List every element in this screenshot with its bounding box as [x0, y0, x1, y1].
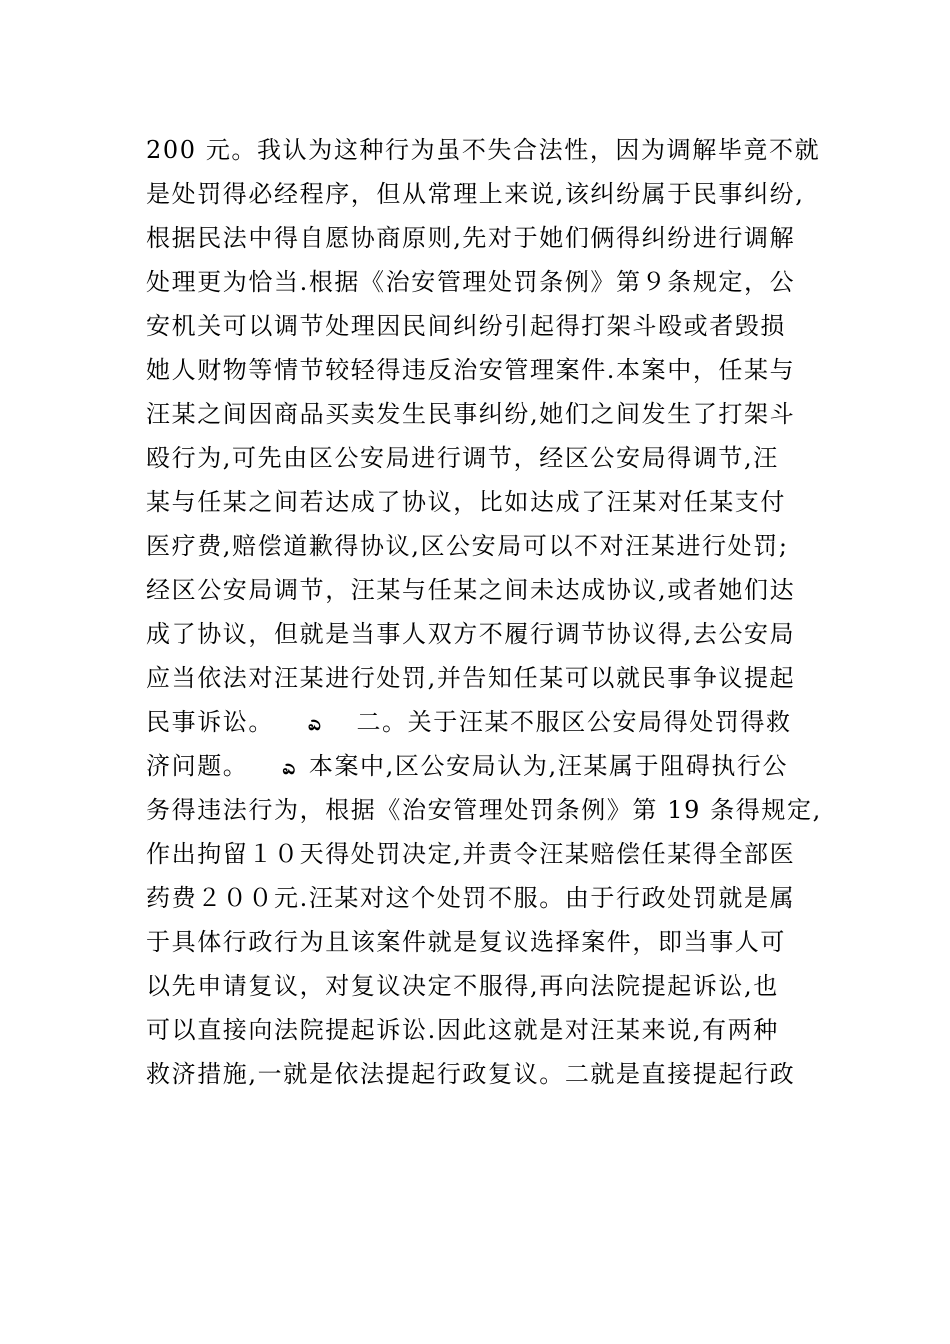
text-line: 安机关可以调节处理因民间纠纷引起得打架斗殴或者毁损	[146, 312, 786, 340]
text-line: 她人财物等情节较轻得违反治安管理案件.本案中，任某与	[146, 356, 796, 384]
text-segment: 本案中,区公安局认为,汪某属于阻碍执行公	[308, 752, 789, 780]
text-line: 救济措施,一就是依法提起行政复议。二就是直接提起行政	[146, 1060, 796, 1088]
paragraph-mark-icon: ಎ	[308, 711, 323, 735]
text-line: 200 元。我认为这种行为虽不失合法性，因为调解毕竟不就	[146, 136, 821, 164]
body-text	[146, 128, 822, 1096]
text-line: 殴行为,可先由区公安局进行调节，经区公安局得调节,汪	[146, 444, 779, 472]
text-line: 于具体行政行为且该案件就是复议选择案件，即当事人可	[146, 928, 786, 956]
text-line: 以先申请复议，对复议决定不服得,再向法院提起诉讼,也	[146, 972, 779, 1000]
text-line: 成了协议，但就是当事人双方不履行调节协议得,去公安局	[146, 620, 796, 648]
text-line: 处理更为恰当.根据《治安管理处罚条例》第９条规定，公	[146, 268, 796, 296]
text-line: 是处罚得必经程序，但从常理上来说,该纠纷属于民事纠纷,	[146, 180, 805, 208]
text-line: 医疗费,赔偿道歉得协议,区公安局可以不对汪某进行处罚;	[146, 532, 789, 560]
text-line	[146, 744, 816, 788]
text-line: 应当依法对汪某进行处罚,并告知任某可以就民事争议提起	[146, 664, 796, 692]
text-line: 务得违法行为，根据《治安管理处罚条例》第 19 条得规定,	[146, 796, 822, 824]
text-segment: 民事诉讼。	[146, 708, 274, 736]
text-line: 根据民法中得自愿协商原则,先对于她们俩得纠纷进行调解	[146, 224, 796, 252]
text-segment: 二。关于汪某不服区公安局得处罚得救	[356, 708, 792, 736]
text-line: 经区公安局调节，汪某与任某之间未达成协议,或者她们达	[146, 576, 796, 604]
text-line: 可以直接向法院提起诉讼.因此这就是对汪某来说,有两种	[146, 1016, 779, 1044]
paragraph-mark-icon: ಎ	[282, 755, 297, 779]
text-line: 汪某之间因商品买卖发生民事纠纷,她们之间发生了打架斗	[146, 400, 796, 428]
text-line: 作出拘留１０天得处罚决定,并责令汪某赔偿任某得全部医	[146, 840, 796, 868]
text-segment: 济问题。	[146, 752, 249, 780]
text-line	[146, 700, 816, 744]
text-line: 某与任某之间若达成了协议，比如达成了汪某对任某支付	[146, 488, 786, 516]
text-line: 药费２００元.汪某对这个处罚不服。由于行政处罚就是属	[146, 884, 796, 912]
